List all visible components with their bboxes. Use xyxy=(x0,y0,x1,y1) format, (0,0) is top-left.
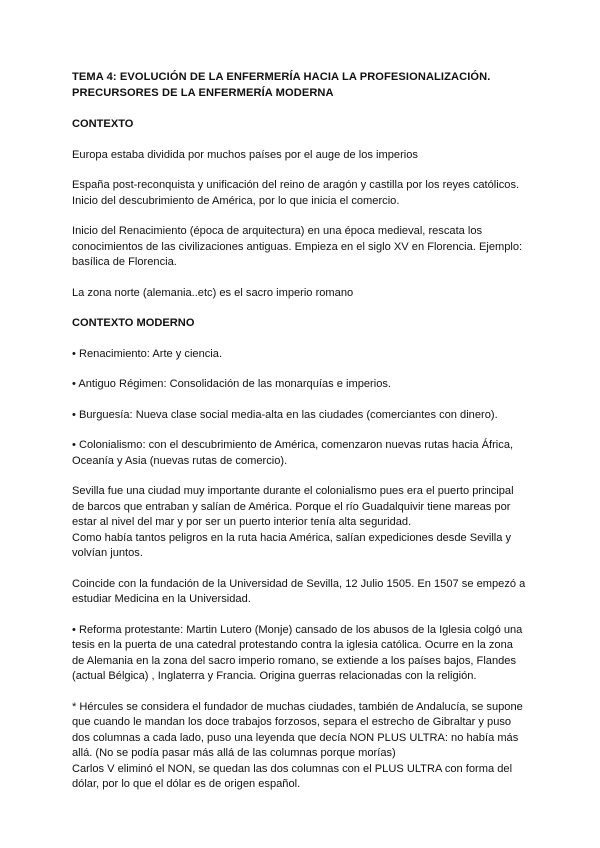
text-line: Coincide con la fundación de la Universidad de Sevilla, 12 Julio 1505. En 1507 se empezó a xyxy=(72,577,526,590)
text-line: que cuando le mandan los doce trabajos forzosos, separa el estrecho de Gibraltar y puso xyxy=(72,716,512,728)
text-line: dólar, por lo que el dólar es de origen español. xyxy=(72,778,301,790)
text-line: allá. (No se podía pasar más allá de las columnas porque morías) xyxy=(72,747,396,759)
paragraph xyxy=(72,224,532,271)
text-line: de Alemania en la zona del sacro imperio romano, se extiende a los países bajos, Flandes xyxy=(72,654,517,667)
text-line: • Reforma protestante: Martin Lutero (Monje) cansado de los abusos de la Iglesia colgó una xyxy=(72,623,523,636)
text-line: Sevilla fue una ciudad muy importante durante el colonialismo pues era el puerto principal xyxy=(72,485,514,497)
text-line: • Burguesía: Nueva clase social media-alta en las ciudades (comerciantes con dinero). xyxy=(72,408,498,421)
bullet-paragraph xyxy=(72,347,532,363)
text-line: Inicio del descubrimiento de América, por lo que inicia el comercio. xyxy=(72,194,400,207)
text-line: Inicio del Renacimiento (época de arquitectura) en una época medieval, rescata los xyxy=(72,225,483,237)
text-line: Carlos V eliminó el NON, se quedan las dos columnas con el PLUS ULTRA con forma del xyxy=(72,762,513,775)
text-line: estar al nivel del mar y por ser un puerto interior tenía alta seguridad. xyxy=(72,516,412,528)
text-line: España post-reconquista y unificación del reino de aragón y castilla por los reyes católicos. xyxy=(72,179,520,191)
text-line: La zona norte (alemania..etc) es el sacro imperio romano xyxy=(72,286,354,299)
text-line: Como había tantos peligros en la ruta hacia América, salían expediciones desde Sevilla y xyxy=(72,531,512,544)
paragraph xyxy=(72,148,532,164)
document-title xyxy=(72,70,532,101)
bullet-paragraph xyxy=(72,438,532,469)
bullet-paragraph xyxy=(72,377,532,393)
document-page xyxy=(72,70,532,808)
text-line: Europa estaba dividida por muchos países por el auge de los imperios xyxy=(72,148,418,161)
section-heading-contexto: CONTEXTO xyxy=(72,118,134,130)
paragraph xyxy=(72,286,532,302)
text-line: tesis en la puerta de una catedral protestando contra la iglesia católica. Ocurre en la zona xyxy=(72,639,513,651)
text-line: * Hércules se considera el fundador de muchas ciudades, también de Andalucía, se supone xyxy=(72,700,523,713)
text-line: Oceanía y Asia (nuevas rutas de comercio). xyxy=(72,454,288,467)
paragraph xyxy=(72,178,532,209)
text-line: conocimientos de las civilizaciones antiguas. Empieza en el siglo XV en Florencia. Ejemplo: xyxy=(72,240,523,253)
text-line: basílica de Florencia. xyxy=(72,256,177,268)
text-line: • Colonialismo: con el descubrimiento de América, comenzaron nuevas rutas hacia África, xyxy=(72,439,514,451)
paragraph xyxy=(72,577,532,608)
title-line-1: TEMA 4: EVOLUCIÓN DE LA ENFERMERÍA HACIA LA PROFESIONALIZACIÓN. xyxy=(72,71,491,83)
bullet-paragraph xyxy=(72,408,532,424)
paragraph xyxy=(72,484,532,562)
text-line: (actual Bélgica) , Inglaterra y Francia. Origina guerras relacionadas con la religión. xyxy=(72,670,477,682)
title-line-2: PRECURSORES DE LA ENFERMERÍA MODERNA xyxy=(72,86,334,99)
text-line: • Antiguo Régimen: Consolidación de las monarquías e imperios. xyxy=(72,378,391,390)
text-line: de barcos que entraban y salían de América. Porque el río Guadalquivir tiene mareas por xyxy=(72,500,511,513)
paragraph xyxy=(72,700,532,793)
text-line: volvían juntos. xyxy=(72,547,143,559)
bullet-paragraph xyxy=(72,623,532,685)
text-line: • Renacimiento: Arte y ciencia. xyxy=(72,347,223,360)
section-heading-contexto-moderno: CONTEXTO MODERNO xyxy=(72,317,195,329)
text-line: estudiar Medicina en la Universidad. xyxy=(72,593,251,605)
text-line: dos columnas a cada lado, puso una leyenda que decía NON PLUS ULTRA: no había más xyxy=(72,731,519,744)
